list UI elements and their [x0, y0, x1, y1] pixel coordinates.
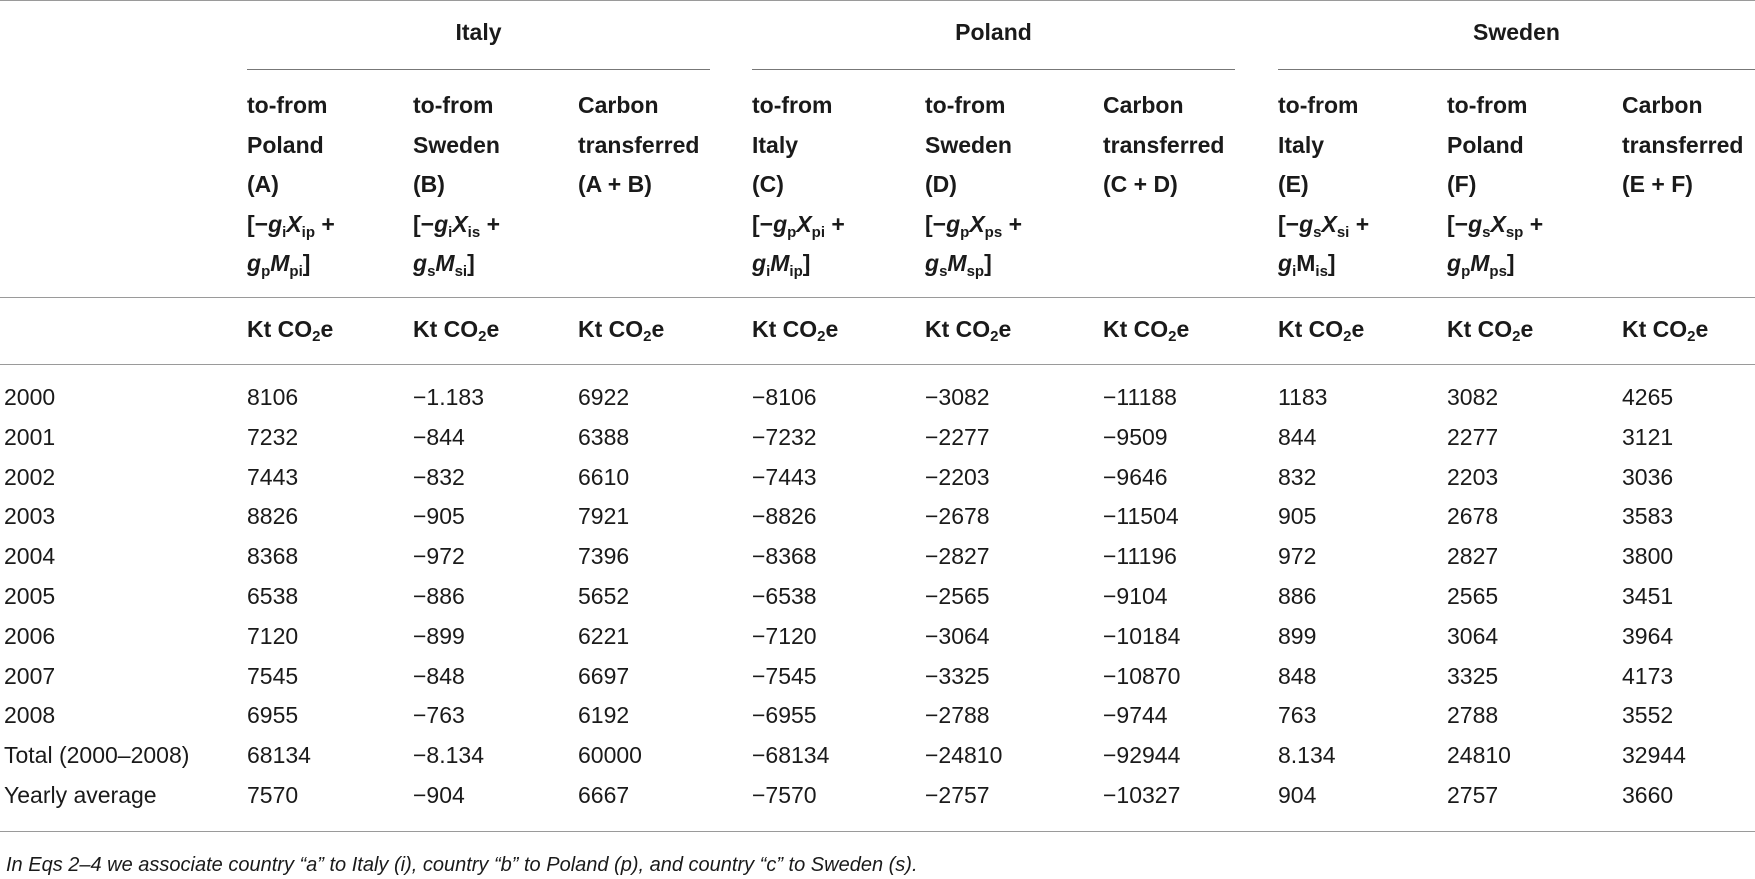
cell-b: −972 — [413, 543, 465, 570]
country-rule-sweden — [1278, 69, 1755, 70]
cell-f: 2757 — [1447, 781, 1499, 808]
country-header-sweden: Sweden — [1473, 19, 1560, 45]
table-row — [0, 695, 1755, 735]
cell-ef: 3036 — [1622, 463, 1674, 490]
cell-ab: 6610 — [578, 463, 630, 490]
cell-c: −6538 — [752, 582, 817, 609]
table-row — [0, 536, 1755, 576]
cell-f: 2565 — [1447, 582, 1499, 609]
cell-b: −844 — [413, 423, 465, 450]
column-header-ef: Carbon transferred (E + F) — [1622, 92, 1744, 197]
cell-e: 844 — [1278, 423, 1317, 450]
unit-label: Kt $CO_2e$ — [1103, 316, 1190, 345]
row-label: Total (2000–2008) — [4, 742, 190, 769]
cell-d: −2565 — [925, 582, 990, 609]
cell-e: 904 — [1278, 781, 1317, 808]
row-label: 2006 — [4, 622, 56, 649]
cell-cd: −11188 — [1103, 384, 1177, 410]
cell-ab: 6192 — [578, 702, 630, 729]
row-label: 2003 — [4, 503, 56, 530]
cell-a: 8106 — [247, 384, 299, 410]
cell-ef: 3121 — [1622, 423, 1674, 450]
cell-f: 2827 — [1447, 543, 1499, 570]
cell-d: −2827 — [925, 543, 990, 570]
cell-c: −7570 — [752, 781, 817, 808]
cell-c: −8106 — [752, 384, 817, 410]
cell-a: 8368 — [247, 543, 299, 570]
unit-label: Kt $CO_2e$ — [1622, 316, 1709, 345]
cell-d: −2277 — [925, 423, 990, 450]
cell-e: 905 — [1278, 503, 1317, 530]
cell-a: 6955 — [247, 702, 299, 729]
table-row — [0, 656, 1755, 696]
cell-b: −1.183 — [413, 384, 484, 410]
cell-a: 7232 — [247, 423, 299, 450]
column-header-c: to-from Italy (C) [$-g_pX_{pi}$ + $g_iM_{ip}$] — [752, 92, 845, 280]
cell-ab: 6388 — [578, 423, 630, 450]
cell-ab: 7921 — [578, 503, 630, 530]
column-header-a: to-from Poland (A) [$-g_iX_{ip}$ + $g_pM_{pi}$] — [247, 92, 335, 280]
cell-d: −2757 — [925, 781, 990, 808]
cell-f: 2203 — [1447, 463, 1499, 490]
table-top-rule — [0, 0, 1755, 1]
table-row — [0, 616, 1755, 656]
country-rule-italy — [247, 69, 710, 70]
column-header-ab: Carbon transferred (A + B) — [578, 92, 700, 197]
cell-b: −886 — [413, 582, 465, 609]
table-row — [0, 377, 1755, 417]
cell-ab: 6667 — [578, 781, 630, 808]
row-label: 2000 — [4, 384, 56, 410]
units-divider — [0, 364, 1755, 365]
cell-cd: −10327 — [1103, 781, 1181, 808]
cell-ef: 3660 — [1622, 781, 1674, 808]
unit-label: Kt $CO_2e$ — [1447, 316, 1534, 345]
cell-d: −2203 — [925, 463, 990, 490]
cell-cd: −9646 — [1103, 463, 1168, 490]
table-row-total — [0, 735, 1755, 775]
cell-e: 1183 — [1278, 384, 1328, 410]
cell-cd: −10184 — [1103, 622, 1181, 649]
column-header-e: to-from Italy (E) [$-g_sX_{si}$ + $g_iM_{is}$] — [1278, 92, 1370, 280]
table-row-average — [0, 775, 1755, 815]
cell-c: −7545 — [752, 662, 817, 689]
column-header-cd: Carbon transferred (C + D) — [1103, 92, 1225, 197]
cell-ab: 6922 — [578, 384, 630, 410]
cell-b: −904 — [413, 781, 465, 808]
cell-e: 886 — [1278, 582, 1317, 609]
cell-ef: 4265 — [1622, 384, 1674, 410]
cell-d: −2678 — [925, 503, 990, 530]
cell-c: −7443 — [752, 463, 817, 490]
cell-f: 2678 — [1447, 503, 1499, 530]
cell-a: 7443 — [247, 463, 299, 490]
country-rule-poland — [752, 69, 1235, 70]
cell-f: 3325 — [1447, 662, 1499, 689]
column-header-d: to-from Sweden (D) [$-g_pX_{ps}$ + $g_sM_{sp}$] — [925, 92, 1023, 280]
formula-c: [$-g_pX_{pi}$ + — [752, 210, 845, 241]
row-label: 2001 — [4, 423, 56, 450]
table-row — [0, 576, 1755, 616]
unit-label: Kt $CO_2e$ — [578, 316, 665, 345]
cell-ef: 32944 — [1622, 742, 1686, 769]
cell-ef: 3552 — [1622, 702, 1674, 729]
cell-ef: 4173 — [1622, 662, 1674, 689]
cell-ab: 5652 — [578, 582, 630, 609]
cell-e: 899 — [1278, 622, 1317, 649]
table-row — [0, 457, 1755, 497]
cell-b: −832 — [413, 463, 465, 490]
unit-label: Kt $CO_2e$ — [752, 316, 839, 345]
row-label: 2008 — [4, 702, 56, 729]
cell-ef: 3583 — [1622, 503, 1674, 530]
cell-ab: 6221 — [578, 622, 630, 649]
formula-e: [$-g_sX_{si}$ + — [1278, 210, 1370, 241]
cell-c: −7120 — [752, 622, 817, 649]
cell-e: 8.134 — [1278, 742, 1336, 769]
table-bottom-rule — [0, 831, 1755, 832]
unit-label: Kt $CO_2e$ — [1278, 316, 1365, 345]
table-row — [0, 417, 1755, 457]
cell-cd: −10870 — [1103, 662, 1181, 689]
cell-a: 7545 — [247, 662, 299, 689]
cell-b: −899 — [413, 622, 465, 649]
cell-ef: 3964 — [1622, 622, 1674, 649]
cell-a: 6538 — [247, 582, 299, 609]
cell-e: 972 — [1278, 543, 1317, 570]
row-label: 2007 — [4, 662, 56, 689]
cell-f: 24810 — [1447, 742, 1511, 769]
cell-a: 68134 — [247, 742, 311, 769]
unit-label: Kt $CO_2e$ — [925, 316, 1012, 345]
header-divider — [0, 297, 1755, 298]
cell-a: 7120 — [247, 622, 299, 649]
cell-b: −763 — [413, 702, 465, 729]
row-label: 2002 — [4, 463, 56, 490]
cell-ab: 7396 — [578, 543, 630, 570]
cell-c: −6955 — [752, 702, 817, 729]
cell-d: −3325 — [925, 662, 990, 689]
cell-e: 848 — [1278, 662, 1317, 689]
cell-cd: −11504 — [1103, 503, 1179, 530]
row-label: Yearly average — [4, 781, 157, 808]
cell-f: 3082 — [1447, 384, 1499, 410]
cell-ef: 3451 — [1622, 582, 1674, 609]
cell-f: 3064 — [1447, 622, 1499, 649]
cell-d: −3064 — [925, 622, 990, 649]
cell-cd: −9744 — [1103, 702, 1168, 729]
row-label: 2005 — [4, 582, 56, 609]
country-header-poland: Poland — [955, 19, 1032, 45]
column-header-b: to-from Sweden (B) [$-g_iX_{is}$ + $g_sM_{si}$] — [413, 92, 501, 280]
formula-b: [$-g_iX_{is}$ + — [413, 210, 501, 241]
cell-cd: −11196 — [1103, 543, 1177, 570]
cell-d: −24810 — [925, 742, 1003, 769]
cell-b: −905 — [413, 503, 465, 530]
cell-b: −848 — [413, 662, 465, 689]
table-body — [0, 377, 1755, 815]
cell-e: 832 — [1278, 463, 1317, 490]
unit-label: Kt $CO_2e$ — [247, 316, 334, 345]
table-row — [0, 496, 1755, 536]
cell-b: −8.134 — [413, 742, 484, 769]
formula-a: [$-g_iX_{ip}$ + — [247, 210, 335, 241]
cell-d: −2788 — [925, 702, 990, 729]
cell-a: 7570 — [247, 781, 299, 808]
formula-d: [$-g_pX_{ps}$ + — [925, 210, 1023, 241]
unit-label: Kt $CO_2e$ — [413, 316, 500, 345]
cell-a: 8826 — [247, 503, 299, 530]
cell-c: −7232 — [752, 423, 817, 450]
cell-f: 2277 — [1447, 423, 1499, 450]
cell-c: −68134 — [752, 742, 830, 769]
column-header-f: to-from Poland (F) [$-g_sX_{sp}$ + $g_pM_{ps}$] — [1447, 92, 1544, 280]
formula-f: [$-g_sX_{sp}$ + — [1447, 210, 1544, 241]
cell-ab: 6697 — [578, 662, 630, 689]
table-footnote: In Eqs 2–4 we associate country “a” to Italy (i), country “b” to Poland (p), and country “c” to Sweden (s). — [6, 854, 918, 876]
country-header-italy: Italy — [455, 19, 502, 45]
cell-cd: −9509 — [1103, 423, 1168, 450]
cell-ab: 60000 — [578, 742, 642, 769]
cell-cd: −92944 — [1103, 742, 1181, 769]
cell-e: 763 — [1278, 702, 1317, 729]
cell-cd: −9104 — [1103, 582, 1168, 609]
cell-d: −3082 — [925, 384, 990, 410]
cell-c: −8826 — [752, 503, 817, 530]
row-label: 2004 — [4, 543, 56, 570]
cell-ef: 3800 — [1622, 543, 1674, 570]
cell-f: 2788 — [1447, 702, 1499, 729]
cell-c: −8368 — [752, 543, 817, 570]
